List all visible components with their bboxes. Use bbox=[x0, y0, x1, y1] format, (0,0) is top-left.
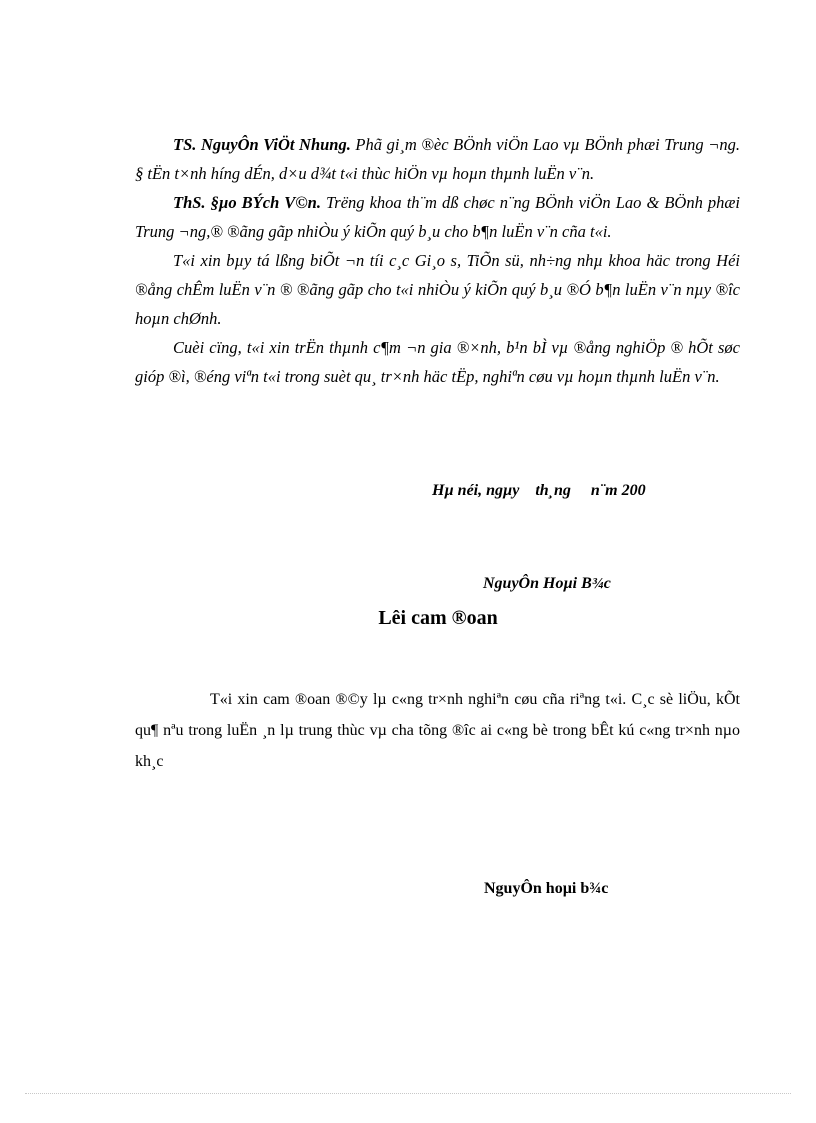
acknowledgement-paragraph-3: T«i xin bµy tá lßng biÕt ¬n tíi c¸c Gi¸o s, TiÕn sü, nh÷ng nhµ khoa häc trong Héi ®ång chÊm luËn v¨n ® ®ãng gãp cho t«i nhiÒu ý kiÕn quý b¸u ®Ó b¶n luËn v¨n nµy ®îc hoµn chØnh. bbox=[135, 251, 740, 328]
acknowledgement-paragraph-2 bbox=[135, 188, 740, 246]
acknowledgee-name-1: TS. NguyÔn ViÖt Nhung. bbox=[173, 135, 351, 154]
acknowledgements-section bbox=[135, 130, 740, 391]
pledge-section bbox=[135, 684, 740, 777]
date-line: Hµ néi, ngµy th¸ng n¨m 200 bbox=[432, 482, 646, 499]
acknowledgement-text-1: Phã gi¸m ®èc BÖnh viÖn Lao vµ BÖnh phæi Trung ¬ng. § tËn t×nh híng dÉn, d×u d¾t t«i thùc hiÖn vµ hoµn thµnh luËn v¨n. bbox=[135, 135, 740, 183]
pledge-signature-name: NguyÔn hoµi b¾c bbox=[484, 880, 609, 897]
acknowledgement-text-2: Trëng khoa th¨m dß chøc n¨ng BÖnh viÖn Lao & BÖnh phæi Trung ¬ng,® ®ãng gãp nhiÒu ý kiÕn quý b¸u cho b¶n luËn v¨n cña t«i. bbox=[135, 193, 740, 241]
pledge-paragraph: T«i xin cam ®oan ®©y lµ c«ng tr×nh nghiªn cøu cña riªng t«i. C¸c sè liÖu, kÕt qu¶ nªu trong luËn ¸n lµ trung thùc vµ cha tõng ®îc ai c«ng bè trong bÊt kú c«ng tr×nh nµo kh¸c bbox=[135, 691, 740, 770]
acknowledgement-paragraph-4: Cuèi cïng, t«i xin trËn thµnh c¶m ¬n gia ®×nh, b¹n bÌ vµ ®ång nghiÖp ® hÕt søc gióp ®ì, ®éng viªn t«i trong suèt qu¸ tr×nh häc tËp, nghiªn cøu vµ hoµn thµnh luËn v¨n. bbox=[135, 338, 740, 386]
acknowledgement-paragraph-1 bbox=[135, 130, 740, 188]
page-bottom-rule bbox=[25, 1093, 791, 1094]
acknowledgee-name-2: ThS. §µo BÝch V©n. bbox=[173, 193, 321, 212]
pledge-title: Lêi cam ®oan bbox=[378, 607, 498, 629]
signature-name: NguyÔn Hoµi B¾c bbox=[483, 575, 611, 592]
